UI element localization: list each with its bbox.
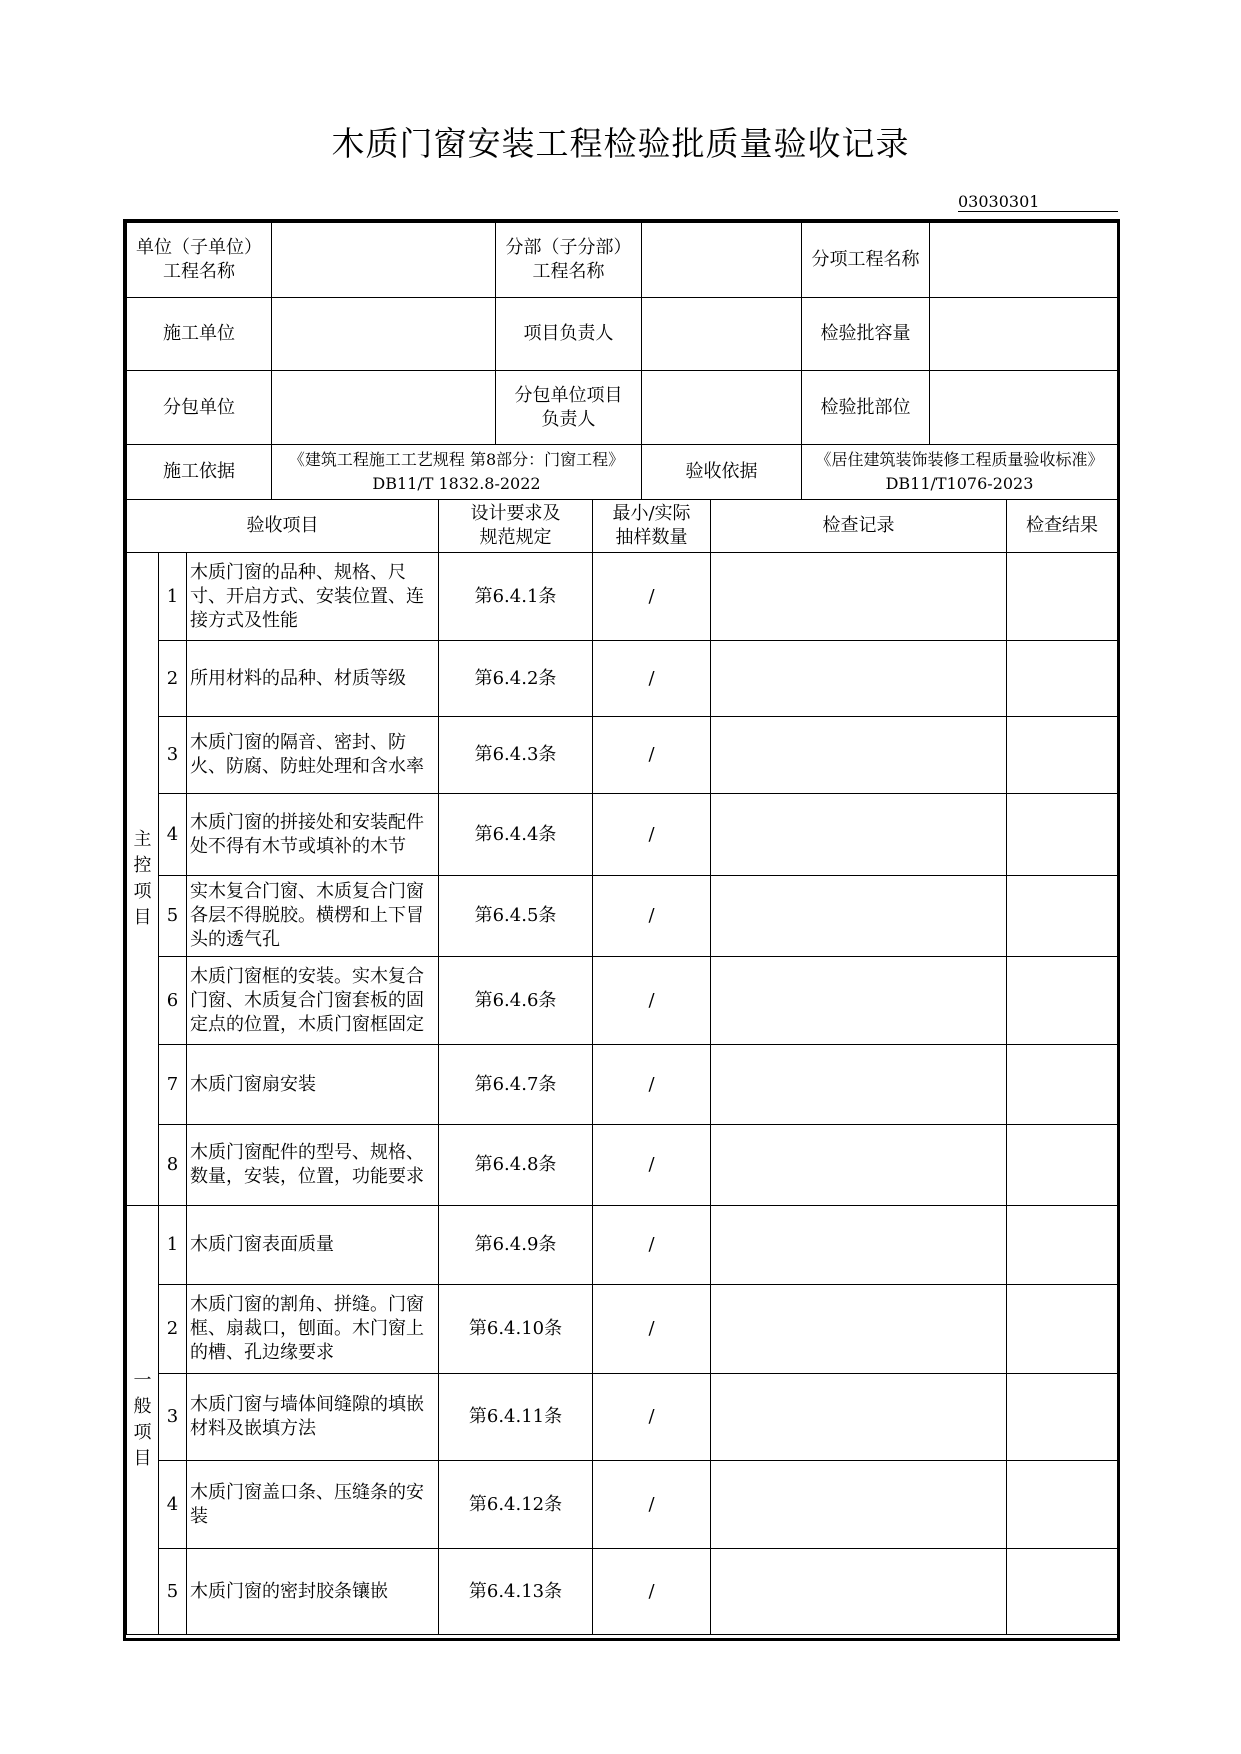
col-header-item: 验收项目: [127, 500, 439, 553]
item-record[interactable]: [711, 1285, 1007, 1374]
item-record[interactable]: [711, 717, 1007, 794]
main-items-group-label: [127, 553, 159, 1206]
col-header-record: 检查记录: [711, 500, 1007, 553]
item-sample: /: [593, 1206, 711, 1285]
contractor-label: 施工单位: [127, 298, 272, 371]
item-record[interactable]: [711, 1125, 1007, 1206]
item-description: 木质门窗表面质量: [187, 1206, 439, 1285]
item-sample: /: [593, 876, 711, 957]
item-record[interactable]: [711, 1045, 1007, 1125]
item-number: 5: [159, 1549, 187, 1635]
item-clause: 第6.4.13条: [439, 1549, 593, 1635]
item-clause: 第6.4.7条: [439, 1045, 593, 1125]
batch-location-label: 检验批部位: [802, 371, 930, 445]
item-number: 3: [159, 717, 187, 794]
item-result[interactable]: [1007, 1374, 1118, 1461]
col-header-design-line1: 设计要求及: [470, 503, 561, 524]
general-label-char: 目: [133, 1448, 152, 1469]
batch-location-value[interactable]: [930, 371, 1118, 445]
item-result[interactable]: [1007, 876, 1118, 957]
item-sample: /: [593, 717, 711, 794]
item-number: 2: [159, 1285, 187, 1374]
item-description: 木质门窗的拼接处和安装配件处不得有木节或填补的木节: [187, 794, 439, 876]
table-row: [127, 876, 1118, 957]
item-record[interactable]: [711, 1549, 1007, 1635]
item-result[interactable]: [1007, 641, 1118, 717]
item-description: 木质门窗配件的型号、规格、数量，安装，位置，功能要求: [187, 1125, 439, 1206]
item-sample: /: [593, 1125, 711, 1206]
item-description: 木质门窗的隔音、密封、防火、防腐、防蛀处理和含水率: [187, 717, 439, 794]
item-description: 实木复合门窗、木质复合门窗各层不得脱胶。横楞和上下冒头的透气孔: [187, 876, 439, 957]
item-record[interactable]: [711, 957, 1007, 1045]
item-number: 1: [159, 1206, 187, 1285]
item-sample: /: [593, 553, 711, 641]
general-label-char: 项: [133, 1422, 152, 1443]
col-header-result: 检查结果: [1007, 500, 1118, 553]
item-clause: 第6.4.6条: [439, 957, 593, 1045]
item-number: 5: [159, 876, 187, 957]
item-sample: /: [593, 1374, 711, 1461]
item-record[interactable]: [711, 553, 1007, 641]
header-table: [126, 222, 1118, 500]
table-row: [127, 1461, 1118, 1549]
acceptance-basis-label: 验收依据: [642, 445, 802, 500]
table-row: [127, 1285, 1118, 1374]
batch-capacity-value[interactable]: [930, 298, 1118, 371]
item-clause: 第6.4.5条: [439, 876, 593, 957]
project-manager-label: 项目负责人: [496, 298, 642, 371]
col-header-design-line2: 规范规定: [479, 527, 552, 548]
general-label-char: 一: [133, 1370, 152, 1391]
subcontractor-value[interactable]: [272, 371, 496, 445]
document-code: 03030301: [958, 193, 1118, 212]
table-row: [127, 553, 1118, 641]
item-sample: /: [593, 1045, 711, 1125]
item-result[interactable]: [1007, 717, 1118, 794]
item-clause: 第6.4.2条: [439, 641, 593, 717]
item-record[interactable]: [711, 794, 1007, 876]
page-title: 木质门窗安装工程检验批质量验收记录: [331, 124, 910, 163]
subcontractor-label: 分包单位: [127, 371, 272, 445]
item-clause: 第6.4.9条: [439, 1206, 593, 1285]
main-label-char: 控: [133, 855, 152, 876]
col-header-sample: [593, 500, 711, 553]
unit-name-value[interactable]: [272, 223, 496, 298]
item-description: 木质门窗盖口条、压缝条的安装: [187, 1461, 439, 1549]
general-label-char: 般: [133, 1396, 152, 1417]
main-label-char: 主: [133, 829, 152, 850]
item-sample: /: [593, 1461, 711, 1549]
main-label-char: 项: [133, 881, 152, 902]
main-label-char: 目: [133, 907, 152, 928]
item-result[interactable]: [1007, 1461, 1118, 1549]
item-number: 4: [159, 794, 187, 876]
subdivision-label-line2: 工程名称: [532, 261, 605, 282]
table-row: [127, 794, 1118, 876]
items-table: [126, 499, 1118, 1635]
project-manager-value[interactable]: [642, 298, 802, 371]
subdivision-name-label: [496, 223, 642, 298]
item-result[interactable]: [1007, 957, 1118, 1045]
item-record[interactable]: [711, 1461, 1007, 1549]
table-row: [127, 1206, 1118, 1285]
item-project-label: 分项工程名称: [802, 223, 930, 298]
item-number: 3: [159, 1374, 187, 1461]
item-sample: /: [593, 794, 711, 876]
sub-manager-label-line1: 分包单位项目: [514, 384, 623, 406]
contractor-value[interactable]: [272, 298, 496, 371]
acceptance-basis-value: 《居住建筑装饰装修工程质量验收标准》DB11/T1076-2023: [802, 445, 1118, 500]
table-row: [127, 1045, 1118, 1125]
item-project-value[interactable]: [930, 223, 1118, 298]
item-description: 木质门窗扇安装: [187, 1045, 439, 1125]
unit-name-label: [127, 223, 272, 298]
item-number: 8: [159, 1125, 187, 1206]
item-sample: /: [593, 1549, 711, 1635]
item-result[interactable]: [1007, 1045, 1118, 1125]
construction-basis-label: 施工依据: [127, 445, 272, 500]
item-result[interactable]: [1007, 1285, 1118, 1374]
item-number: 4: [159, 1461, 187, 1549]
col-header-design: [439, 500, 593, 553]
item-description: 木质门窗的品种、规格、尺寸、开启方式、安装位置、连接方式及性能: [187, 553, 439, 641]
sub-manager-label: [496, 371, 642, 445]
item-clause: 第6.4.3条: [439, 717, 593, 794]
item-number: 6: [159, 957, 187, 1045]
unit-name-label-line1: 单位（子单位）: [136, 237, 262, 258]
col-header-sample-line2: 抽样数量: [615, 527, 688, 548]
table-row: [127, 1374, 1118, 1461]
sub-manager-label-line2: 负责人: [541, 408, 596, 430]
table-row: [127, 717, 1118, 794]
item-description: 木质门窗框的安装。实木复合门窗、木质复合门窗套板的固定点的位置，木质门窗框固定: [187, 957, 439, 1045]
item-description: 木质门窗与墙体间缝隙的填嵌材料及嵌填方法: [187, 1374, 439, 1461]
item-record[interactable]: [711, 641, 1007, 717]
table-row: [127, 957, 1118, 1045]
item-number: 1: [159, 553, 187, 641]
item-number: 2: [159, 641, 187, 717]
item-record[interactable]: [711, 1206, 1007, 1285]
item-result[interactable]: [1007, 1206, 1118, 1285]
subdivision-name-value[interactable]: [642, 223, 802, 298]
item-description: 木质门窗的密封胶条镶嵌: [187, 1549, 439, 1635]
item-record[interactable]: [711, 1374, 1007, 1461]
item-clause: 第6.4.12条: [439, 1461, 593, 1549]
col-header-sample-line1: 最小/实际: [612, 503, 691, 524]
unit-name-label-line2: 工程名称: [163, 261, 235, 282]
item-sample: /: [593, 641, 711, 717]
item-clause: 第6.4.1条: [439, 553, 593, 641]
item-clause: 第6.4.8条: [439, 1125, 593, 1206]
item-sample: /: [593, 957, 711, 1045]
construction-basis-value: 《建筑工程施工工艺规程 第8部分：门窗工程》DB11/T 1832.8-2022: [272, 445, 642, 500]
item-result[interactable]: [1007, 553, 1118, 641]
sub-manager-value[interactable]: [642, 371, 802, 445]
item-sample: /: [593, 1285, 711, 1374]
subdivision-label-line1: 分部（子分部）: [505, 237, 632, 258]
general-items-group-label: [127, 1206, 159, 1635]
table-row: [127, 641, 1118, 717]
batch-capacity-label: 检验批容量: [802, 298, 930, 371]
item-clause: 第6.4.4条: [439, 794, 593, 876]
item-record[interactable]: [711, 876, 1007, 957]
table-row: [127, 1125, 1118, 1206]
item-result[interactable]: [1007, 1125, 1118, 1206]
item-description: 所用材料的品种、材质等级: [187, 641, 439, 717]
table-row: [127, 1549, 1118, 1635]
item-result[interactable]: [1007, 1549, 1118, 1635]
item-number: 7: [159, 1045, 187, 1125]
item-description: 木质门窗的割角、拼缝。门窗框、扇裁口，刨面。木门窗上的槽、孔边缘要求: [187, 1285, 439, 1374]
item-result[interactable]: [1007, 794, 1118, 876]
item-clause: 第6.4.10条: [439, 1285, 593, 1374]
item-clause: 第6.4.11条: [439, 1374, 593, 1461]
